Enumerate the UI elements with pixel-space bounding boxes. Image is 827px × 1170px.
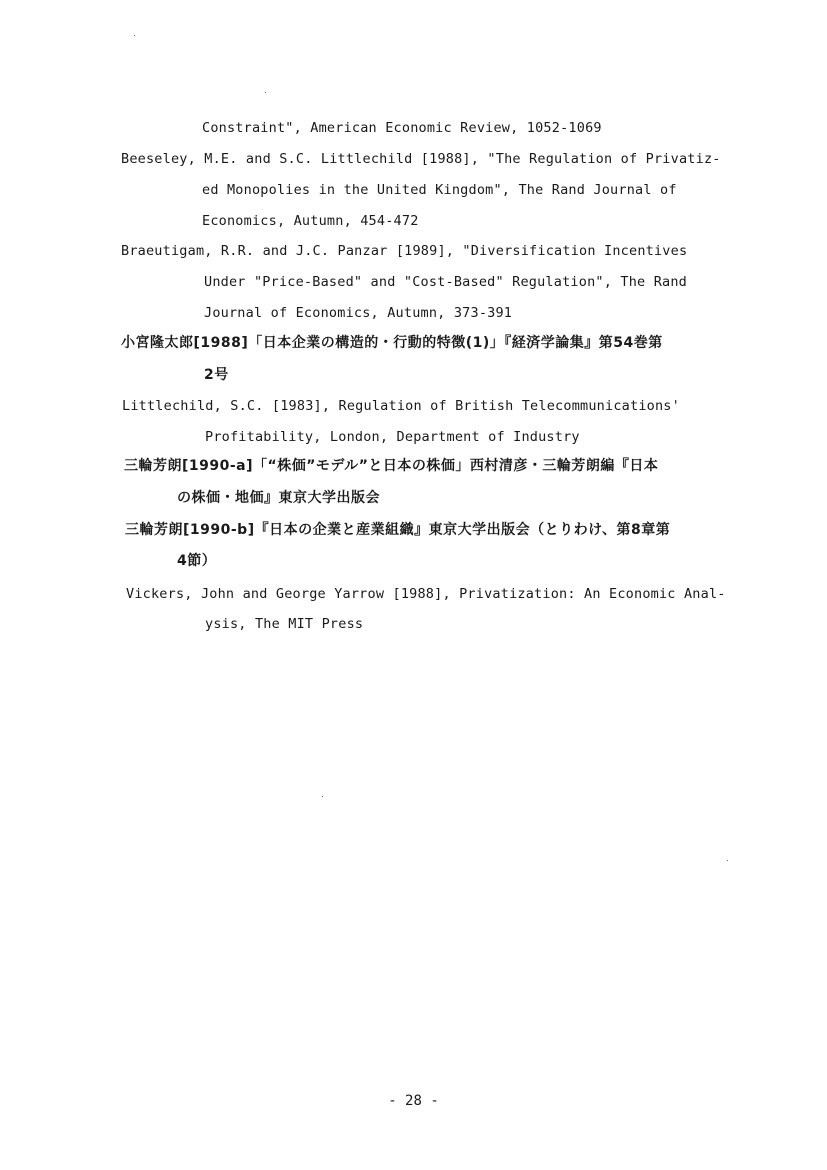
- reference-line: Beeseley, M.E. and S.C. Littlechild [1988], "The Regulation of Privatiz-: [121, 151, 721, 167]
- reference-line: ed Monopolies in the United Kingdom", The Rand Journal of: [202, 182, 677, 198]
- reference-line: Braeutigam, R.R. and J.C. Panzar [1989], "Diversification Incentives: [121, 243, 688, 259]
- reference-line: 三輪芳朗[1990-a]「“株価”モデル”と日本の株価」西村清彦・三輪芳朗編『日本: [124, 458, 659, 474]
- reference-line: 小宮隆太郎[1988]「日本企業の構造的・行動的特徴(1)」『経済学論集』第54巻第: [121, 335, 663, 351]
- reference-line: Constraint", American Economic Review, 1052-1069: [202, 120, 602, 136]
- reference-line: の株価・地価』東京大学出版会: [177, 490, 380, 506]
- reference-line: 4節）: [177, 553, 217, 569]
- page-number: - 28 -: [388, 1093, 439, 1109]
- reference-line: Journal of Economics, Autumn, 373-391: [204, 305, 513, 321]
- reference-line: Vickers, John and George Yarrow [1988], Privatization: An Economic Anal-: [126, 586, 726, 602]
- scan-speck: [134, 35, 135, 36]
- reference-line: Economics, Autumn, 454-472: [202, 213, 419, 229]
- reference-line: Under "Price-Based" and "Cost-Based" Regulation", The Rand: [204, 274, 688, 290]
- reference-line: Littlechild, S.C. [1983], Regulation of British Telecommunications': [122, 398, 680, 414]
- scan-speck: [265, 92, 266, 93]
- reference-line: Profitability, London, Department of Industry: [205, 429, 580, 445]
- scan-speck: [322, 796, 323, 797]
- scan-speck: [727, 860, 728, 861]
- reference-line: ysis, The MIT Press: [205, 616, 364, 632]
- reference-line: 三輪芳朗[1990-b]『日本の企業と産業組織』東京大学出版会（とりわけ、第8章第: [125, 522, 671, 538]
- reference-line: 2号: [204, 367, 229, 383]
